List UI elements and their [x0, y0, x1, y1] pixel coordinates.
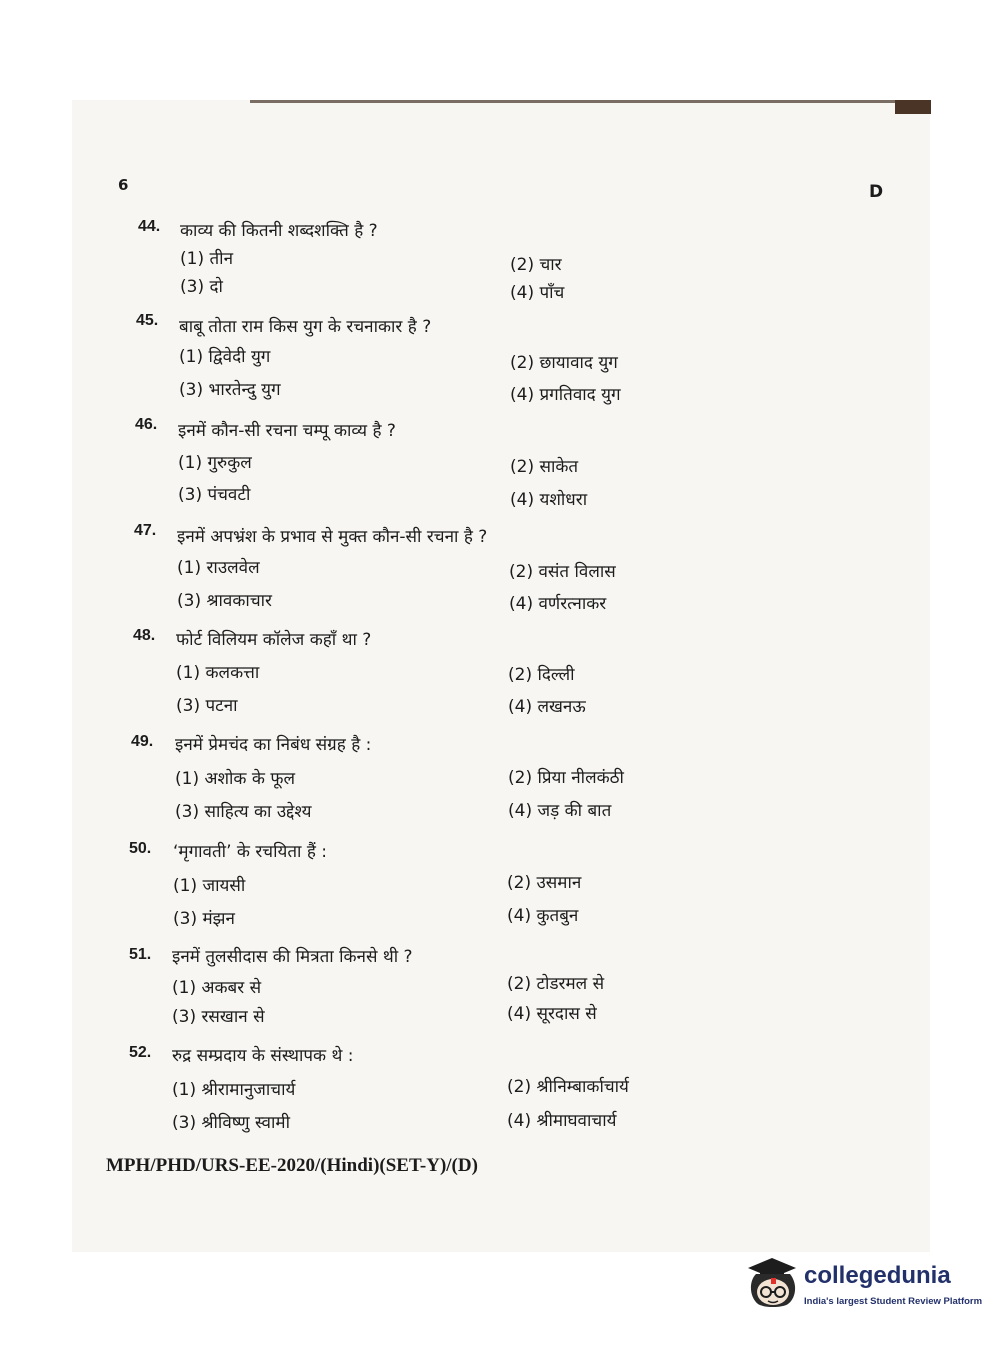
collegedunia-logo	[744, 1250, 983, 1312]
option-4: (4) सूरदास से	[507, 1004, 597, 1024]
question-text: इनमें कौन-सी रचना चम्पू काव्य है ?	[178, 421, 396, 441]
option-2: (2) उसमान	[507, 873, 582, 893]
question-number: 44.	[138, 218, 161, 235]
option-4: (4) श्रीमाघवाचार्य	[507, 1111, 617, 1131]
question-46	[0, 414, 1002, 514]
option-1: (1) तीन	[180, 249, 234, 269]
option-1: (1) गुरुकुल	[178, 453, 252, 473]
option-4: (4) कुतबुन	[507, 906, 579, 926]
page-number: 6	[118, 176, 129, 194]
question-50	[0, 836, 1002, 936]
option-2: (2) टोडरमल से	[507, 974, 605, 994]
option-4: (4) लखनऊ	[508, 697, 586, 717]
option-3: (3) भारतेन्दु युग	[179, 380, 281, 400]
option-4: (4) प्रगतिवाद युग	[510, 385, 621, 405]
option-3: (3) दो	[180, 277, 223, 297]
option-1: (1) अकबर से	[172, 978, 262, 998]
question-text: ‘मृगावती’ के रचयिता हैं :	[173, 842, 328, 862]
option-4: (4) जड़ की बात	[508, 801, 612, 821]
option-1: (1) अशोक के फूल	[175, 769, 295, 789]
option-1: (1) जायसी	[173, 876, 246, 896]
option-3: (3) पटना	[176, 696, 238, 716]
option-2: (2) छायावाद युग	[510, 353, 618, 373]
question-49	[0, 730, 1002, 830]
question-number: 52.	[129, 1044, 152, 1061]
question-47	[0, 520, 1002, 620]
question-number: 49.	[131, 733, 154, 750]
question-text: रुद्र सम्प्रदाय के संस्थापक थे :	[172, 1046, 354, 1066]
question-48	[0, 624, 1002, 724]
option-3: (3) रसखान से	[172, 1007, 265, 1027]
question-number: 51.	[129, 946, 152, 963]
option-2: (2) प्रिया नीलकंठी	[508, 768, 624, 788]
question-51	[0, 942, 1002, 1042]
question-number: 48.	[133, 627, 156, 644]
option-2: (2) साकेत	[510, 457, 579, 477]
question-number: 46.	[135, 416, 158, 433]
page-top-edge	[250, 100, 930, 103]
option-2: (2) श्रीनिम्बार्काचार्य	[507, 1077, 629, 1097]
mascot-icon	[744, 1254, 802, 1310]
option-2: (2) वसंत विलास	[509, 562, 616, 582]
question-44	[0, 214, 1002, 314]
option-3: (3) साहित्य का उद्देश्य	[175, 802, 312, 822]
set-code: D	[869, 182, 884, 202]
question-text: फोर्ट विलियम कॉलेज कहाँ था ?	[176, 630, 372, 650]
question-number: 50.	[129, 840, 152, 857]
question-text: काव्य की कितनी शब्दशक्ति है ?	[180, 221, 378, 241]
option-1: (1) श्रीरामानुजाचार्य	[172, 1080, 296, 1100]
question-number: 47.	[134, 522, 157, 539]
option-4: (4) पाँच	[510, 283, 565, 303]
option-1: (1) द्विवेदी युग	[179, 347, 271, 367]
option-1: (1) राउलवेल	[177, 558, 260, 578]
question-45	[0, 310, 1002, 410]
option-4: (4) यशोधरा	[510, 490, 588, 510]
option-4: (4) वर्णरत्नाकर	[509, 594, 607, 614]
question-text: इनमें तुलसीदास की मित्रता किनसे थी ?	[172, 947, 413, 967]
option-3: (3) मंझन	[173, 909, 235, 929]
option-3: (3) पंचवटी	[178, 485, 251, 505]
question-text: बाबू तोता राम किस युग के रचनाकार है ?	[179, 317, 432, 337]
paper-code: MPH/PHD/URS-EE-2020/(Hindi)(SET-Y)/(D)	[106, 1155, 478, 1176]
question-number: 45.	[136, 312, 159, 329]
option-2: (2) चार	[510, 255, 562, 275]
option-1: (1) कलकत्ता	[176, 663, 260, 683]
question-text: इनमें अपभ्रंश के प्रभाव से मुक्त कौन-सी रचना है ?	[177, 527, 488, 547]
brand-name: collegedunia	[804, 1262, 951, 1289]
option-3: (3) श्रावकाचार	[177, 591, 272, 611]
option-2: (2) दिल्ली	[508, 665, 575, 685]
page-corner	[895, 100, 931, 114]
brand-tagline: India's largest Student Review Platform	[804, 1296, 983, 1307]
option-3: (3) श्रीविष्णु स्वामी	[172, 1113, 290, 1133]
question-text: इनमें प्रेमचंद का निबंध संग्रह है :	[175, 735, 372, 755]
question-52	[0, 1042, 1002, 1142]
